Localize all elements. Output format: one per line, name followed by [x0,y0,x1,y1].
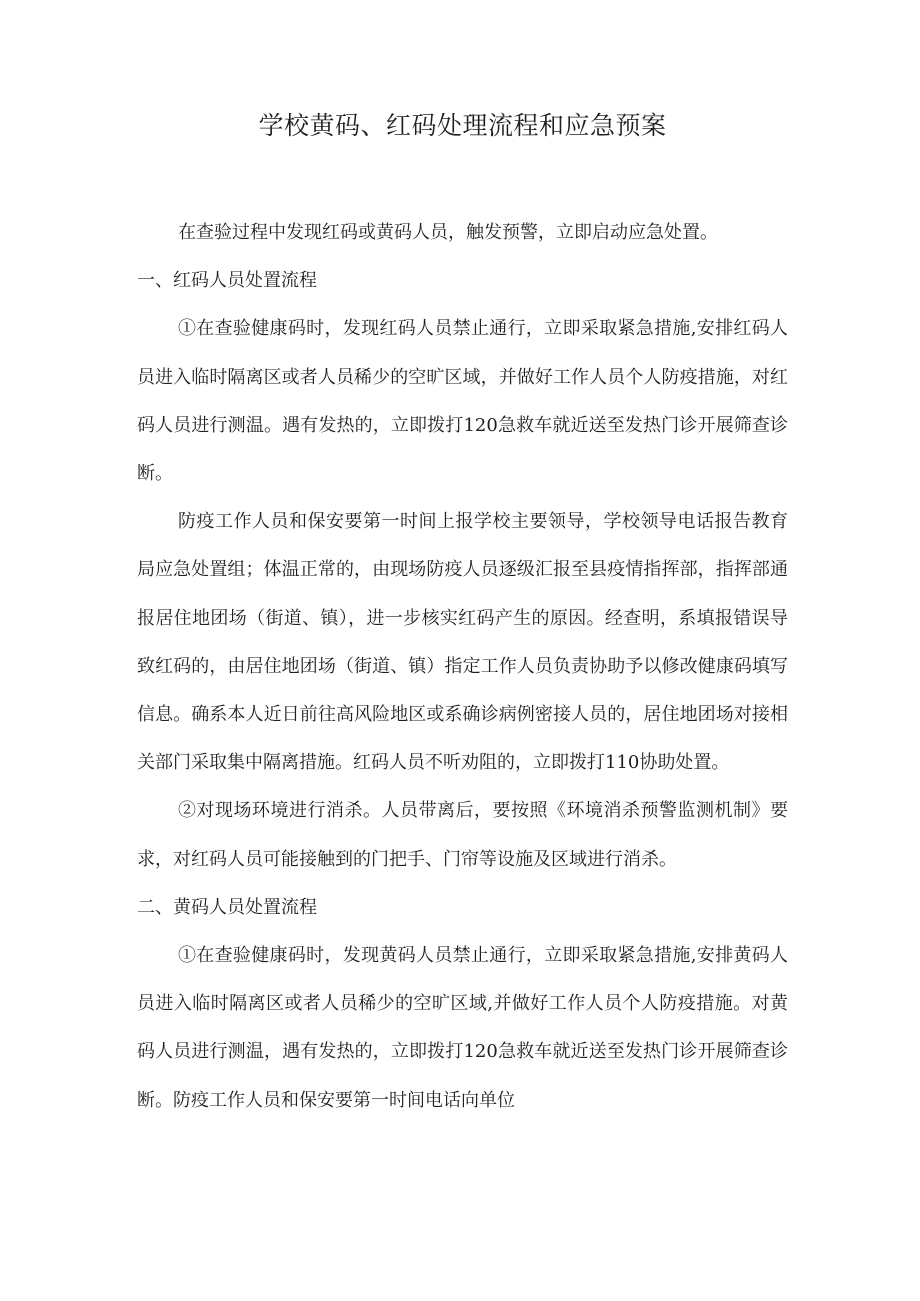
paragraph-intro: 在查验过程中发现红码或黄码人员，触发预警，立即启动应急处置。 [178,222,718,243]
paragraph-red-code-reporting: 防疫工作人员和保安要第一时间上报学校主要领导，学校领导电话报告教育局应急处置组；体温正常的，由现场防疫人员逐级汇报至县疫情指挥部，指挥部通报居住地团场（街道、镇），进一步核实红码产生的原因。经查明，系填报错误导致红码的，由居住地团场（街道、镇）指定工作人员负责协助予以修改健康码填写信息。确系本人近日前往高风险地区或系确诊病例密接人员的，居住地团场对接相关部门采取集中隔离措施。红码人员不听劝阻的，立即拨打110协助处置。 [137,511,788,774]
document-body [137,209,788,1125]
section-heading-red-code: 一、红码人员处置流程 [137,270,317,292]
document-title: 学校黄码、红码处理流程和应急预案 [258,111,667,140]
paragraph-red-code-step-2: ②对现场环境进行消杀。人员带离后，要按照《环境消杀预警监测机制》要求，对红码人员可能接触到的门把手、门帘等设施及区域进行消杀。 [137,800,788,870]
paragraph-red-code-step-1: ①在查验健康码时，发现红码人员禁止通行，立即采取紧急措施,安排红码人员进入临时隔离区或者人员稀少的空旷区域，并做好工作人员个人防疫措施，对红码人员进行测温。遇有发热的，立即拨打120急救车就近送至发热门诊开展筛查诊断。 [137,318,788,485]
paragraph-yellow-code-step-1: ①在查验健康码时，发现黄码人员禁止通行，立即采取紧急措施,安排黄码人员进入临时隔离区或者人员稀少的空旷区域,并做好工作人员个人防疫措施。对黄码人员进行测温，遇有发热的，立即拨打120急救车就近送至发热门诊开展筛查诊断。防疫工作人员和保安要第一时间电话向单位 [137,945,788,1111]
section-heading-yellow-code: 二、黄码人员处置流程 [137,896,317,918]
